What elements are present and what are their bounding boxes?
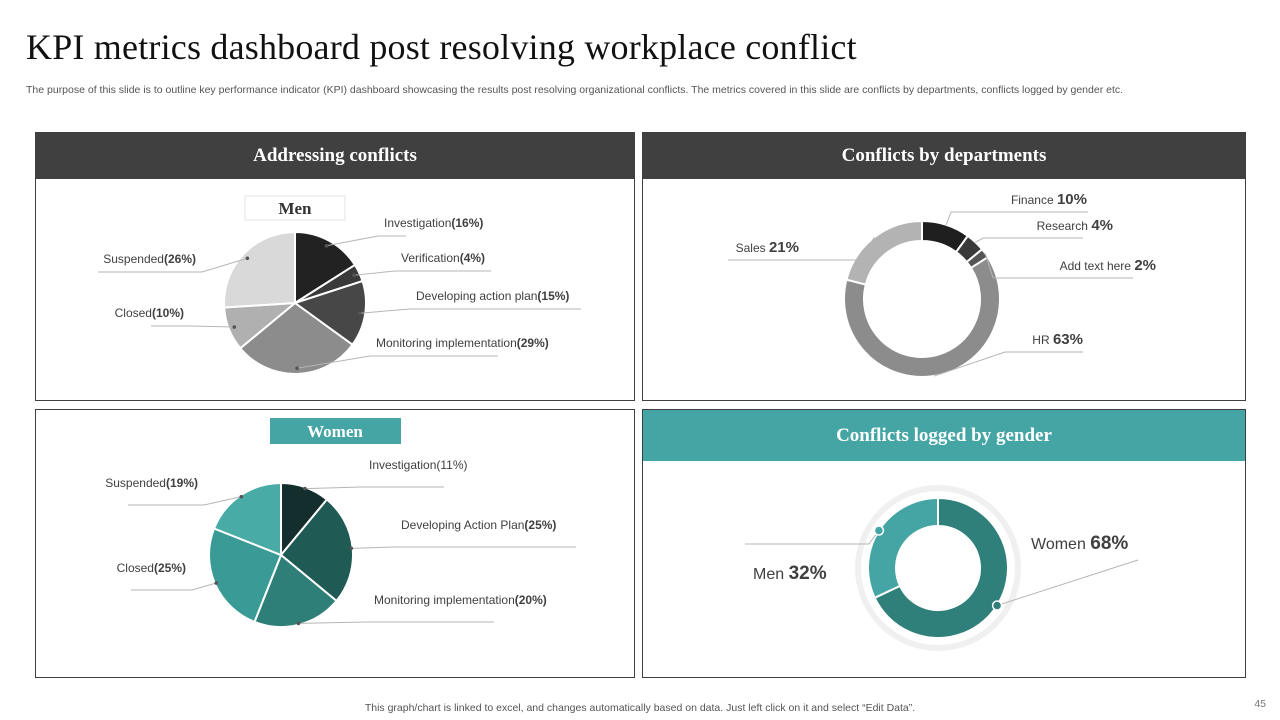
conflicts-by-departments-header: Conflicts by departments (643, 133, 1245, 179)
men-leader-closed-dot (232, 325, 236, 329)
men-label-verification: Verification(4%) (401, 251, 486, 265)
dept-label-research: Research 4% (1036, 217, 1113, 234)
gender-label-men: Men 32% (753, 563, 827, 584)
men-label-suspended: Suspended(26%) (103, 252, 196, 266)
men-leader-verification-dot (352, 273, 356, 277)
men-chart-title: Men (278, 199, 312, 218)
women-leader-investigation (305, 487, 444, 489)
men-leader-developing-action-plan-dot (358, 311, 362, 315)
addressing-conflicts-panel (35, 132, 635, 401)
page-number: 45 (1254, 698, 1266, 710)
men-slice-suspended (224, 232, 295, 307)
gender-marker-men (874, 526, 883, 535)
men-leader-investigation (326, 236, 406, 246)
women-label-closed: Closed(25%) (116, 561, 186, 575)
page-subtitle: The purpose of this slide is to outline key performance indicator (KPI) dashboard showcasing the results post resolving organizational conflicts. The metrics covered in this slide are conflicts by departments, conflicts logged by gender etc. (26, 84, 1124, 96)
men-label-investigation: Investigation(16%) (384, 216, 484, 230)
footer-note: This graph/chart is linked to excel, and changes automatically based on data. Just left click on it and select “Edit Data”. (364, 702, 916, 714)
dept-slice-sales (846, 221, 922, 285)
women-leader-suspended (128, 497, 241, 505)
women-leader-investigation-dot (303, 487, 307, 491)
men-leader-suspended-dot (246, 256, 250, 260)
women-leader-developing-action-plan-dot (349, 547, 353, 551)
women-leader-suspended-dot (240, 495, 244, 499)
women-leader-monitoring-implementation (299, 622, 494, 623)
men-leader-verification (354, 271, 491, 275)
conflicts-by-departments-panel (642, 132, 1246, 401)
women-leader-developing-action-plan (351, 547, 576, 548)
men-pie-chart (36, 133, 636, 402)
men-label-monitoring-implementation: Monitoring implementation(29%) (376, 336, 549, 350)
women-label-investigation: Investigation(11%) (369, 458, 468, 472)
dept-label-finance: Finance 10% (1010, 191, 1087, 208)
women-conflicts-panel (35, 409, 635, 678)
women-label-developing-action-plan: Developing Action Plan(25%) (401, 518, 557, 532)
men-leader-closed (151, 326, 234, 327)
dept-label-hr: HR 63% (1032, 331, 1083, 348)
dept-label-sales: Sales 21% (735, 239, 799, 256)
gender-label-women: Women 68% (1031, 533, 1129, 554)
page-title: KPI metrics dashboard post resolving workplace conflict (26, 27, 857, 67)
gender-leader-men (745, 530, 879, 544)
women-label-monitoring-implementation: Monitoring implementation(20%) (374, 593, 547, 607)
men-leader-monitoring-implementation-dot (295, 366, 299, 370)
conflicts-by-gender-panel (642, 409, 1246, 678)
men-label-closed: Closed(10%) (114, 306, 184, 320)
gender-marker-women (993, 601, 1002, 610)
men-leader-investigation-dot (325, 244, 329, 248)
dept-leader-research (975, 238, 1083, 242)
addressing-conflicts-header: Addressing conflicts (36, 133, 634, 179)
men-label-developing-action-plan: Developing action plan(15%) (416, 289, 570, 303)
women-leader-monitoring-implementation-dot (297, 622, 301, 626)
conflicts-by-gender-header: Conflicts logged by gender (643, 410, 1245, 461)
women-label-suspended: Suspended(19%) (105, 476, 198, 490)
men-leader-developing-action-plan (360, 309, 581, 313)
women-chart-title: Women (307, 422, 363, 441)
women-leader-closed (131, 583, 216, 590)
women-leader-closed-dot (214, 581, 218, 585)
departments-donut-chart (643, 133, 1247, 402)
dept-label-add-text-here: Add text here 2% (1059, 257, 1156, 274)
women-pie-chart (36, 410, 636, 679)
gender-donut-chart (643, 410, 1247, 679)
